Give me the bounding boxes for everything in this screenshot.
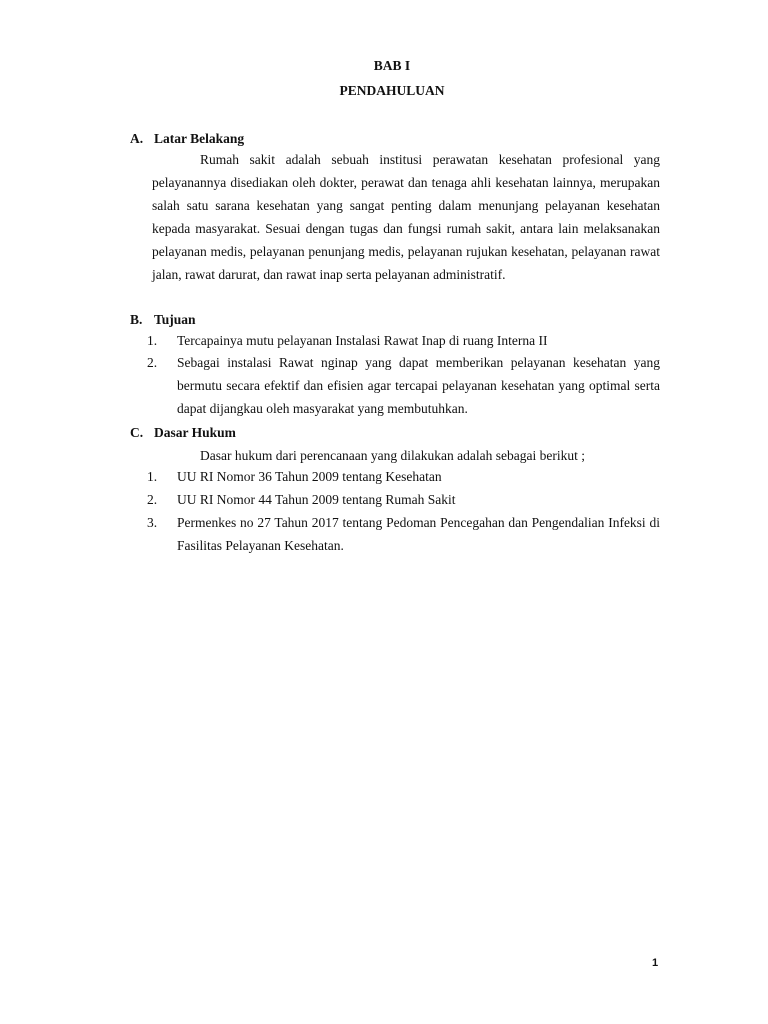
- section-c-letter: C.: [130, 425, 144, 440]
- chapter-title: PENDAHULUAN: [339, 83, 445, 98]
- item-number: 2.: [147, 355, 158, 370]
- section-a-title: Latar Belakang: [154, 131, 245, 146]
- item-number: 2.: [147, 492, 158, 507]
- chapter-label: BAB I: [373, 58, 411, 73]
- item-text: UU RI Nomor 36 Tahun 2009 tentang Kesehatan: [177, 469, 442, 484]
- item-number: 1.: [147, 333, 158, 348]
- section-a-letter: A.: [130, 131, 144, 146]
- item-text: Tercapainya mutu pelayanan Instalasi Rawat Inap di ruang Interna II: [177, 333, 548, 348]
- section-b-title: Tujuan: [154, 312, 196, 327]
- page-number: 1: [652, 957, 659, 969]
- section-c-title: Dasar Hukum: [154, 425, 236, 440]
- section-b-letter: B.: [130, 312, 143, 327]
- background-paragraph: Rumah sakit adalah sebuah institusi perawatan kesehatan profesional yang pelayanannya disediakan oleh dokter, perawat dan tenaga ahli kesehatan lainnya, merupakan salah satu sarana kesehatan yang sangat penting dalam menunjang pelayanan kesehatan kepada masyarakat. Sesuai dengan tugas dan fungsi rumah sakit, antara lain melaksanakan pelayanan medis, pelayanan penunjang medis, pelayanan rujukan kesehatan, pelayanan rawat jalan, rawat darurat, dan rawat inap serta pelayanan administratif.: [152, 152, 660, 282]
- item-text: Sebagai instalasi Rawat nginap yang dapat memberikan pelayanan kesehatan yang bermutu secara efektif dan efisien agar tercapai pelayanan kesehatan yang optimal serta dapat dijangkau oleh masyarakat yang membutuhkan.: [177, 355, 660, 416]
- item-text: Permenkes no 27 Tahun 2017 tentang Pedoman Pencegahan dan Pengendalian Infeksi di Fasilitas Pelayanan Kesehatan.: [177, 515, 660, 553]
- legal-basis-intro: Dasar hukum dari perencanaan yang dilakukan adalah sebagai berikut ;: [200, 448, 585, 463]
- item-number: 3.: [147, 515, 158, 530]
- item-number: 1.: [147, 469, 158, 484]
- item-text: UU RI Nomor 44 Tahun 2009 tentang Rumah Sakit: [177, 492, 456, 507]
